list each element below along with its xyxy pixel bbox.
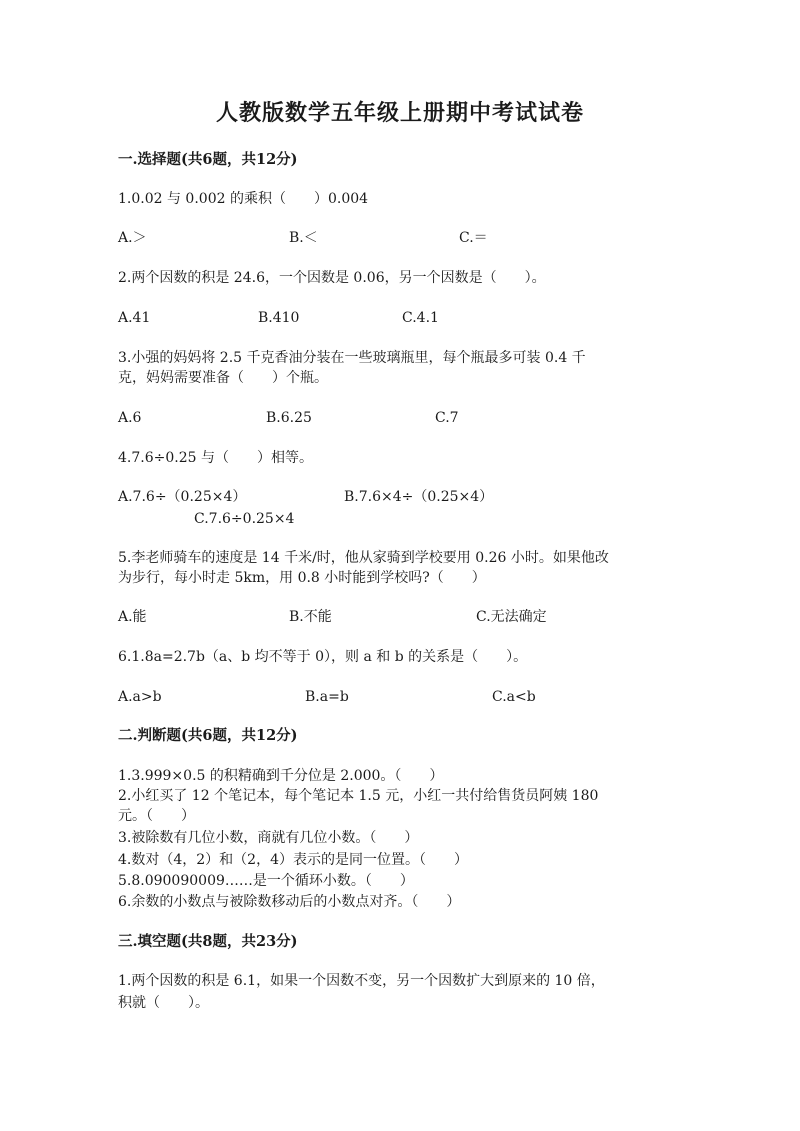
option-c: C.无法确定: [476, 609, 547, 625]
option-b: B.＜: [289, 230, 318, 246]
option-a: A.＞: [118, 230, 147, 246]
option-c: C.a<b: [492, 689, 536, 705]
option-b: B.6.25: [266, 410, 312, 426]
option-c: C.7: [435, 410, 459, 426]
page-title: 人教版数学五年级上册期中考试试卷: [215, 100, 584, 126]
section-heading-judge: 二.判断题(共6题，共12分): [118, 727, 298, 744]
judge-line: 元。（ ）: [118, 808, 195, 824]
judge-line: 4.数对（4，2）和（2，4）表示的是同一位置。（ ）: [118, 852, 468, 868]
option-a: A.能: [118, 609, 147, 625]
section-heading-fill: 三.填空题(共8题，共23分): [118, 933, 298, 950]
judge-line: 1.3.999×0.5 的积精确到千分位是 2.000。（ ）: [118, 768, 444, 784]
option-c: C.4.1: [402, 310, 439, 326]
option-b: B.不能: [289, 609, 332, 625]
question-text: 2.两个因数的积是 24.6，一个因数是 0.06，另一个因数是（ ）。: [118, 270, 546, 286]
judge-line: 3.被除数有几位小数，商就有几位小数。（ ）: [118, 830, 419, 846]
option-b: B.a=b: [305, 689, 349, 705]
option-a: A.6: [118, 410, 142, 426]
option-a: A.41: [118, 310, 151, 326]
question-text: 6.1.8a=2.7b（a、b 均不等于 0），则 a 和 b 的关系是（ ）。: [118, 649, 528, 665]
fill-line: 积就（ ）。: [118, 995, 209, 1011]
option-c: C.7.6÷0.25×4: [194, 511, 295, 527]
question-text: 1.0.02 与 0.002 的乘积（ ）0.004: [118, 191, 369, 207]
judge-line: 6.余数的小数点与被除数移动后的小数点对齐。（ ）: [118, 894, 461, 910]
option-a: A.7.6÷（0.25×4）: [118, 489, 247, 505]
option-a: A.a>b: [118, 689, 162, 705]
option-b: B.410: [258, 310, 300, 326]
judge-line: 5.8.090090009……是一个循环小数。（ ）: [118, 873, 414, 889]
fill-line: 1.两个因数的积是 6.1，如果一个因数不变，另一个因数扩大到原来的 10 倍，: [118, 973, 605, 989]
judge-line: 2.小红买了 12 个笔记本，每个笔记本 1.5 元，小红一共付给售货员阿姨 180: [118, 788, 599, 804]
section-heading-choice: 一.选择题(共6题，共12分): [118, 151, 298, 168]
question-text-cont: 为步行，每小时走 5km，用 0.8 小时能到学校吗?（ ）: [118, 570, 486, 586]
question-text-cont: 克，妈妈需要准备（ ）个瓶。: [118, 370, 328, 386]
option-c: C.＝: [459, 230, 488, 246]
question-text: 4.7.6÷0.25 与（ ）相等。: [118, 450, 313, 466]
question-text: 3.小强的妈妈将 2.5 千克香油分装在一些玻璃瓶里，每个瓶最多可装 0.4 千: [118, 350, 586, 366]
question-text: 5.李老师骑车的速度是 14 千米/时，他从家骑到学校要用 0.26 小时。如果他改: [118, 550, 609, 566]
option-b: B.7.6×4÷（0.25×4）: [344, 489, 494, 505]
